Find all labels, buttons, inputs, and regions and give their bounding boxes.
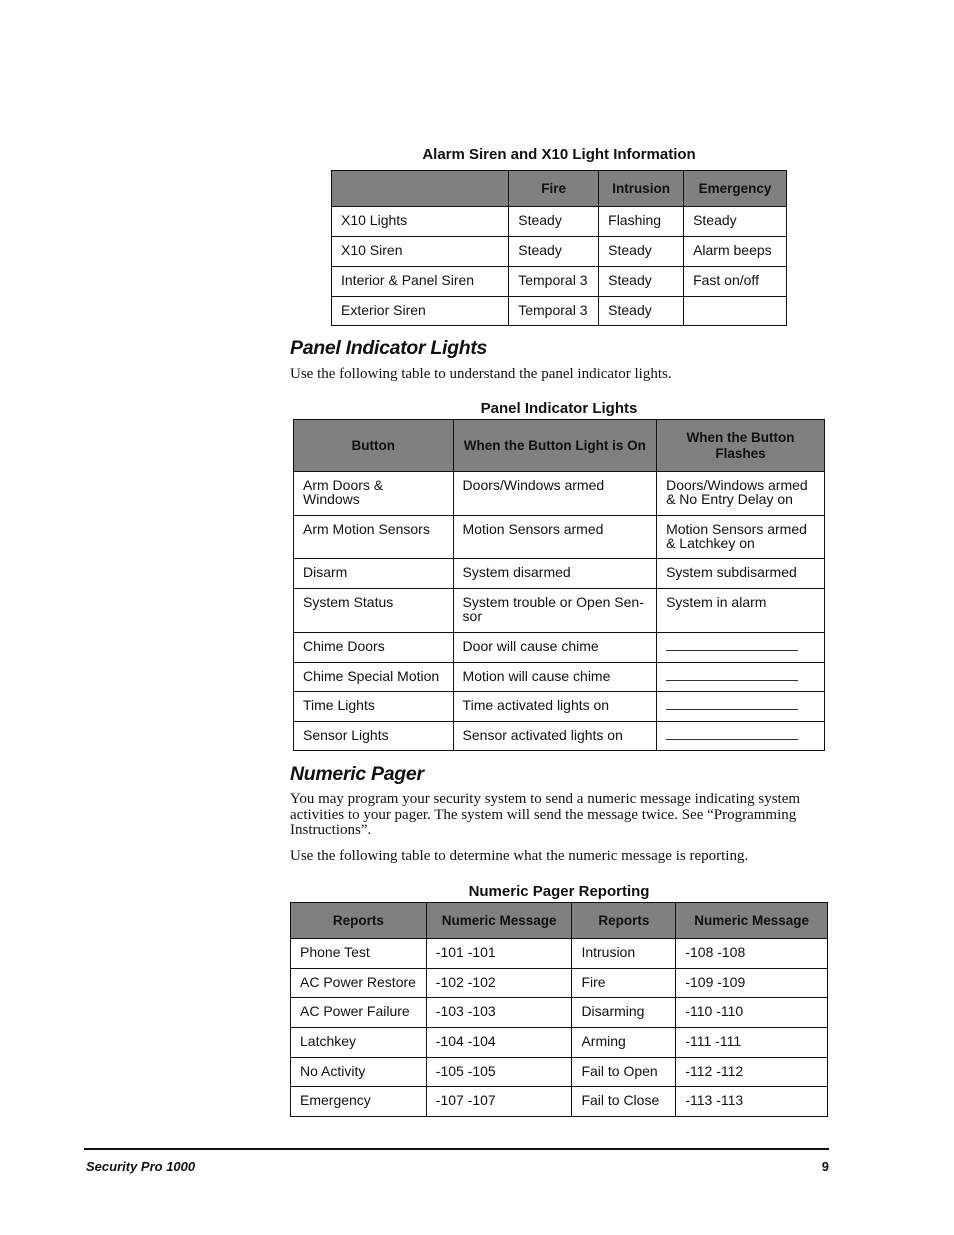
- table-row: [294, 559, 825, 589]
- alarm-header-fire: Fire: [509, 171, 599, 207]
- table-row: [291, 998, 828, 1028]
- table-cell: System subdisarmed: [657, 559, 825, 589]
- blank-line-cell: [657, 663, 825, 692]
- table-cell: X10 Lights: [332, 207, 509, 237]
- alarm-header-intrusion: Intrusion: [599, 171, 684, 207]
- alarm-header-emergency: Emergency: [684, 171, 787, 207]
- table-cell: Temporal 3: [509, 267, 599, 297]
- table-cell: Steady: [509, 237, 599, 267]
- table-cell: Motion will cause chime: [453, 663, 657, 692]
- table-cell: Chime Doors: [294, 633, 454, 663]
- table-cell: System Status: [294, 589, 454, 633]
- pager-header-reports: Reports: [291, 903, 427, 939]
- table-cell: Temporal 3: [509, 297, 599, 326]
- table-cell: -109 -109: [676, 969, 828, 998]
- blank-line-cell: [657, 722, 825, 751]
- table-row: [294, 516, 825, 559]
- table-cell: [684, 297, 787, 326]
- table-row: [294, 589, 825, 633]
- table-row: [291, 1028, 828, 1058]
- panel-header-button: Button: [294, 420, 454, 472]
- table-cell: Fire: [572, 969, 676, 998]
- pager-header-reports-2: Reports: [572, 903, 676, 939]
- pager-table-header-row: [291, 903, 828, 939]
- table-cell: System disarmed: [453, 559, 657, 589]
- table-row: [332, 297, 787, 326]
- table-cell: Flashing: [599, 207, 684, 237]
- table-cell: Door will cause chime: [453, 633, 657, 663]
- table-row: [291, 1058, 828, 1087]
- table-cell: -104 -104: [426, 1028, 572, 1058]
- pager-section-paragraph-2: Use the following table to determine what the numeric message is reporting.: [290, 848, 749, 864]
- table-cell: System in alarm: [657, 589, 825, 633]
- pager-table-caption: Numeric Pager Reporting: [468, 883, 650, 900]
- pager-section-paragraph-1: You may program your security system to send a numeric message indicating system activities to your pager. The system will send the message twice. See “Programming Instructions”.: [290, 791, 801, 838]
- table-cell: X10 Siren: [332, 237, 509, 267]
- table-cell: -103 -103: [426, 998, 572, 1028]
- table-cell: Emergency: [291, 1087, 427, 1117]
- table-row: [332, 207, 787, 237]
- table-cell: Steady: [599, 267, 684, 297]
- table-row: [294, 722, 825, 751]
- table-row: [332, 237, 787, 267]
- alarm-table-header-row: [332, 171, 787, 207]
- table-cell: Fast on/off: [684, 267, 787, 297]
- table-cell: Motion Sensors armed: [453, 516, 657, 559]
- pager-header-numeric-message-2: Numeric Message: [676, 903, 828, 939]
- table-row: [332, 267, 787, 297]
- table-cell: Intrusion: [572, 939, 676, 969]
- panel-table-caption: Panel Indicator Lights: [480, 400, 638, 417]
- panel-table: [293, 419, 825, 751]
- table-cell: Sensor Lights: [294, 722, 454, 751]
- table-cell: Fail to Close: [572, 1087, 676, 1117]
- table-cell: Disarming: [572, 998, 676, 1028]
- table-cell: Steady: [599, 297, 684, 326]
- table-cell: No Activity: [291, 1058, 427, 1087]
- table-cell: -108 -108: [676, 939, 828, 969]
- panel-header-flashes: When the Button Flashes: [657, 420, 825, 472]
- table-cell: Exterior Siren: [332, 297, 509, 326]
- table-cell: -107 -107: [426, 1087, 572, 1117]
- blank-line: [666, 640, 798, 651]
- panel-header-on: When the Button Light is On: [453, 420, 657, 472]
- table-cell: Arm Doors & Windows: [294, 472, 454, 516]
- table-cell: Doors/Windows armed: [453, 472, 657, 516]
- table-cell: Interior & Panel Siren: [332, 267, 509, 297]
- table-row: [294, 663, 825, 692]
- table-cell: Steady: [509, 207, 599, 237]
- table-cell: Latchkey: [291, 1028, 427, 1058]
- table-cell: Fail to Open: [572, 1058, 676, 1087]
- pager-section-heading: Numeric Pager: [290, 763, 424, 785]
- panel-table-header-row: [294, 420, 825, 472]
- table-cell: -110 -110: [676, 998, 828, 1028]
- table-cell: Phone Test: [291, 939, 427, 969]
- alarm-table: [331, 170, 787, 326]
- blank-line: [666, 670, 798, 681]
- table-cell: Alarm beeps: [684, 237, 787, 267]
- table-cell: -113 -113: [676, 1087, 828, 1117]
- table-cell: Steady: [684, 207, 787, 237]
- table-cell: AC Power Failure: [291, 998, 427, 1028]
- table-cell: -101 -101: [426, 939, 572, 969]
- table-cell: Time Lights: [294, 692, 454, 722]
- table-cell: Sensor activated lights on: [453, 722, 657, 751]
- table-cell: -112 -112: [676, 1058, 828, 1087]
- alarm-table-caption: Alarm Siren and X10 Light Information: [422, 146, 696, 163]
- table-cell: Motion Sensors armed & Latchkey on: [657, 516, 825, 559]
- table-row: [291, 969, 828, 998]
- table-cell: System trouble or Open Sen-sor: [453, 589, 657, 633]
- footer-divider: [84, 1148, 829, 1150]
- blank-line-cell: [657, 692, 825, 722]
- pager-table: [290, 902, 828, 1117]
- table-row: [291, 939, 828, 969]
- blank-line: [666, 729, 798, 740]
- table-row: [294, 633, 825, 663]
- table-cell: Arming: [572, 1028, 676, 1058]
- table-cell: -105 -105: [426, 1058, 572, 1087]
- table-cell: Time activated lights on: [453, 692, 657, 722]
- pager-header-numeric-message: Numeric Message: [426, 903, 572, 939]
- blank-line-cell: [657, 633, 825, 663]
- blank-line: [666, 699, 798, 710]
- panel-section-heading: Panel Indicator Lights: [290, 337, 488, 359]
- table-cell: Disarm: [294, 559, 454, 589]
- table-cell: AC Power Restore: [291, 969, 427, 998]
- table-cell: Doors/Windows armed & No Entry Delay on: [657, 472, 825, 516]
- table-cell: Arm Motion Sensors: [294, 516, 454, 559]
- table-cell: Steady: [599, 237, 684, 267]
- table-row: [294, 472, 825, 516]
- table-cell: -111 -111: [676, 1028, 828, 1058]
- alarm-header-blank: [332, 171, 509, 207]
- table-row: [294, 692, 825, 722]
- footer-product-name: Security Pro 1000: [86, 1159, 196, 1174]
- footer-page-number: 9: [821, 1159, 829, 1174]
- panel-section-intro: Use the following table to understand the panel indicator lights.: [290, 366, 672, 382]
- table-row: [291, 1087, 828, 1117]
- table-cell: Chime Special Motion: [294, 663, 454, 692]
- table-cell: -102 -102: [426, 969, 572, 998]
